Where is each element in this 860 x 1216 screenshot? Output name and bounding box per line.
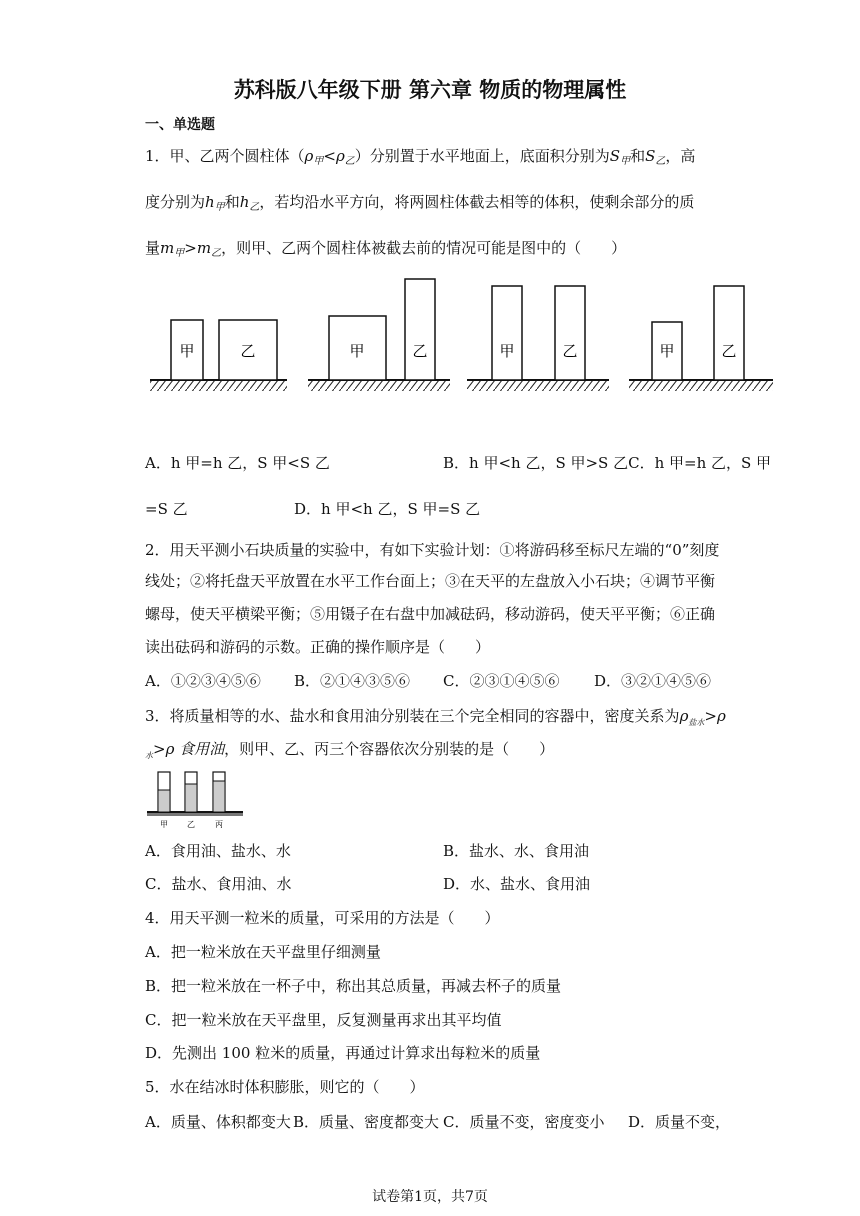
q1-line-3: 量$m_甲>m_乙$，则甲、乙两个圆柱体被截去前的情况可能是图中的（ ） bbox=[145, 239, 627, 259]
q1-line-2: 度分别为$h_甲$和$h_乙$，若均沿水平方向，将两圆柱体截去相等的体积，使剩余部分的质 bbox=[145, 193, 695, 213]
q1-option-b: B．h 甲<h 乙，S 甲>S 乙C．h 甲=h 乙，S 甲 bbox=[443, 454, 772, 472]
q2-option-d: D．③②①④⑤⑥ bbox=[594, 672, 712, 690]
q2-option-c: C．②③①④⑤⑥ bbox=[443, 672, 560, 690]
q3-line-2: $_水$>ρ 食用油，则甲、乙、丙三个容器依次分别装的是（ ） bbox=[145, 740, 555, 760]
q5-option-c: C．质量不变，密度变小 bbox=[443, 1113, 605, 1131]
q4-line-1: 4．用天平测一粒米的质量，可采用的方法是（ ） bbox=[145, 909, 500, 927]
q2-line-1: 2．用天平测小石块质量的实验中，有如下实验计划：①将游码移至标尺左端的“0”刻度 bbox=[145, 541, 720, 559]
q3-figure bbox=[145, 768, 245, 830]
label-jia: 甲 bbox=[659, 342, 675, 360]
q2-option-b: B．②①④③⑤⑥ bbox=[294, 672, 411, 690]
q2-line-2: 线处；②将托盘天平放置在水平工作台面上；③在天平的左盘放入小石块；④调节平衡 bbox=[145, 572, 716, 590]
container-yi bbox=[185, 772, 197, 812]
label-jia: 甲 bbox=[160, 820, 168, 829]
q4-option-b: B．把一粒米放在一杯子中，称出其总质量，再减去杯子的质量 bbox=[145, 977, 562, 995]
figure-panel-d bbox=[629, 286, 773, 391]
label-jia: 甲 bbox=[179, 342, 195, 360]
q2-line-4: 读出砝码和游码的示数。正确的操作顺序是（ ） bbox=[145, 638, 491, 656]
q5-option-b: B．质量、密度都变大 bbox=[293, 1113, 440, 1131]
figure-panel-b bbox=[308, 279, 450, 391]
page-title: 苏科版八年级下册 第六章 物质的物理属性 bbox=[233, 78, 627, 102]
q3-option-a: A．食用油、盐水、水 bbox=[145, 842, 291, 860]
q3-option-c: C．盐水、食用油、水 bbox=[145, 875, 292, 893]
q3-option-b: B．盐水、水、食用油 bbox=[443, 842, 590, 860]
q4-option-c: C．把一粒米放在天平盘里，反复测量再求出其平均值 bbox=[145, 1011, 502, 1029]
q1-option-a: A．h 甲=h 乙，S 甲<S 乙 bbox=[145, 454, 330, 472]
q3-line-1: 3．将质量相等的水、盐水和食用油分别装在三个完全相同的容器中，密度关系为$\rho_{盐水}>\rho$ bbox=[145, 707, 726, 727]
label-bing: 丙 bbox=[215, 820, 223, 829]
cylinder-yi bbox=[405, 279, 435, 380]
section-heading: 一、单选题 bbox=[145, 117, 215, 133]
q5-option-d: D．质量不变， bbox=[628, 1113, 731, 1131]
q3-option-d: D．水、盐水、食用油 bbox=[443, 875, 591, 893]
q1-option-d: D．h 甲<h 乙，S 甲=S 乙 bbox=[294, 500, 481, 518]
label-jia: 甲 bbox=[499, 342, 515, 360]
cylinder-jia bbox=[492, 286, 522, 380]
cylinder-yi bbox=[555, 286, 585, 380]
page-footer: 试卷第1页，共7页 bbox=[372, 1189, 488, 1205]
q5-line-1: 5．水在结冰时体积膨胀，则它的（ ） bbox=[145, 1078, 425, 1096]
container-bing bbox=[213, 772, 225, 812]
label-yi: 乙 bbox=[412, 342, 428, 360]
q2-line-3: 螺母，使天平横梁平衡；⑤用镊子在右盘中加减砝码，移动游码，使天平平衡；⑥正确 bbox=[145, 605, 716, 623]
cylinder-yi bbox=[714, 286, 744, 380]
q4-option-d: D．先测出 100 粒米的质量，再通过计算求出每粒米的质量 bbox=[145, 1044, 541, 1062]
q1-line-1: 1．甲、乙两个圆柱体$(\rho_甲<\rho_乙)$分别置于水平地面上，底面积分别为$S_甲$和$S_乙$，高 bbox=[145, 147, 696, 167]
q1-option-c-cont: =S 乙 bbox=[145, 500, 188, 518]
q4-option-a: A．把一粒米放在天平盘里仔细测量 bbox=[145, 943, 381, 961]
q2-option-a: A．①②③④⑤⑥ bbox=[145, 672, 261, 690]
label-yi: 乙 bbox=[721, 342, 737, 360]
q1-figure bbox=[145, 272, 785, 402]
label-yi: 乙 bbox=[240, 342, 256, 360]
label-jia: 甲 bbox=[349, 342, 365, 360]
figure-panel-c bbox=[467, 286, 609, 391]
container-jia bbox=[158, 772, 170, 812]
q5-option-a: A．质量、体积都变大 bbox=[145, 1113, 291, 1131]
label-yi: 乙 bbox=[562, 342, 578, 360]
figure-panel-a bbox=[150, 320, 287, 391]
label-yi: 乙 bbox=[187, 820, 195, 829]
